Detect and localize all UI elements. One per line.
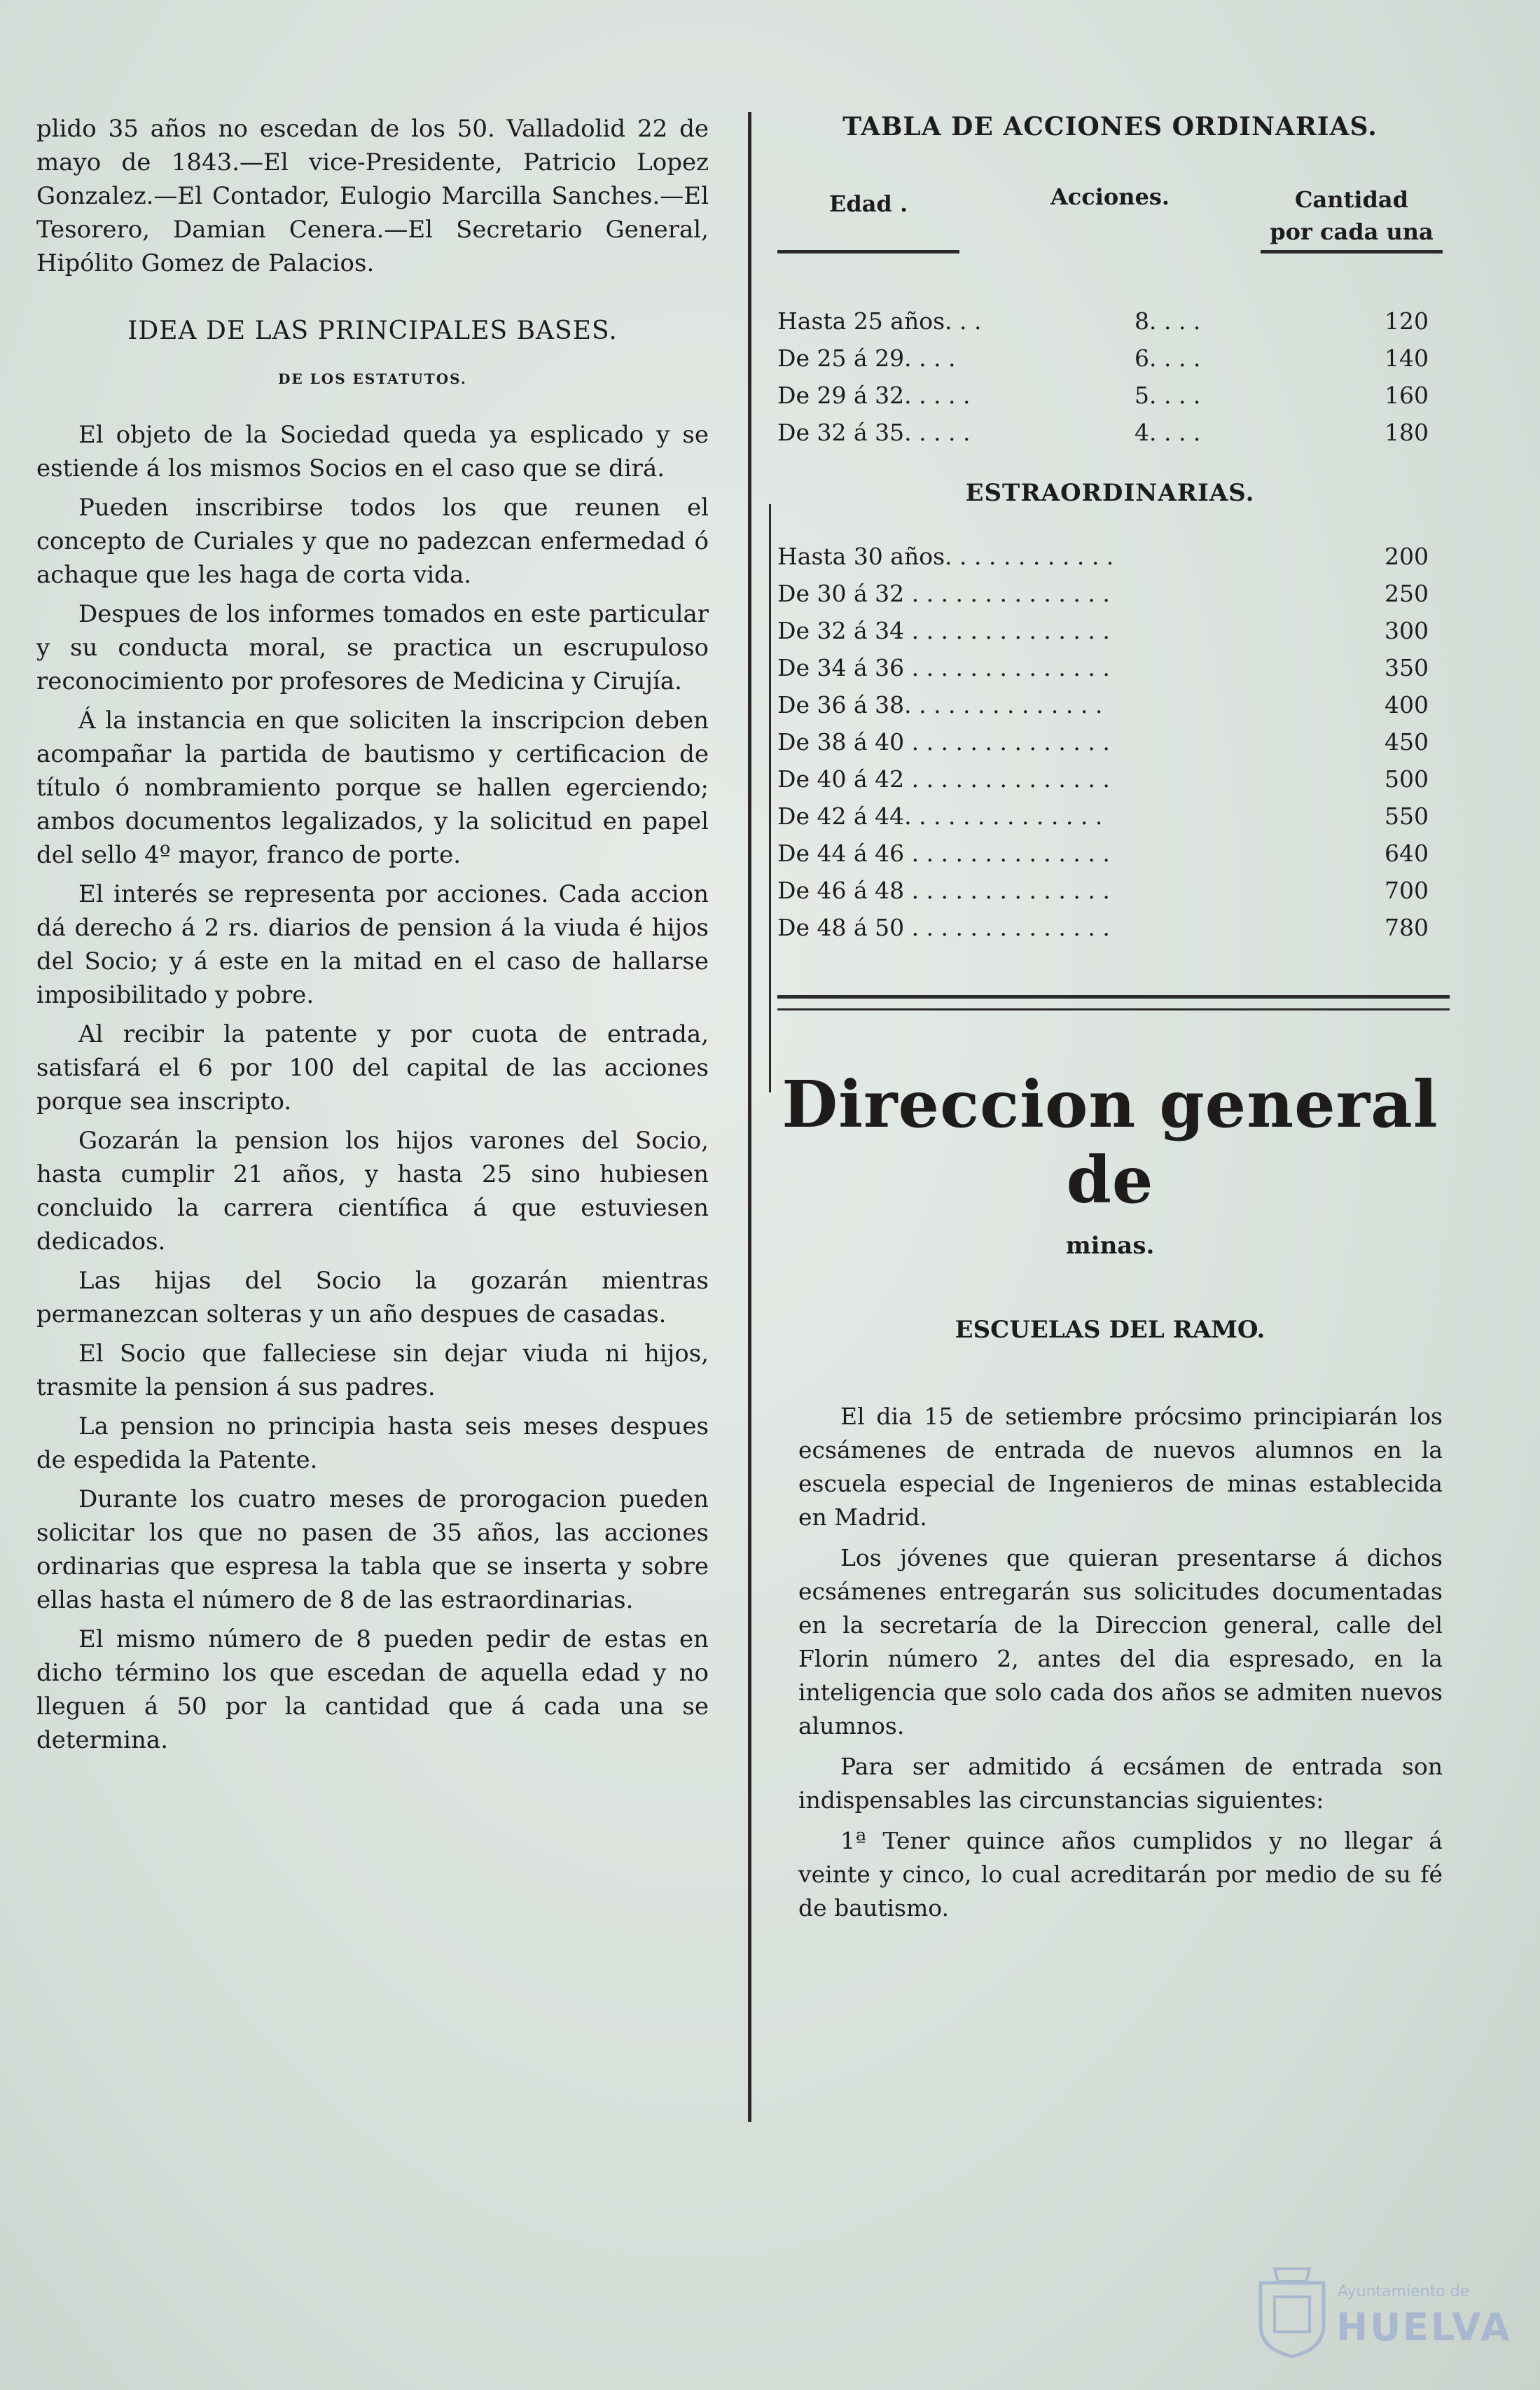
table-divider (769, 504, 771, 1092)
extraordinary-row (777, 872, 1443, 909)
statute-paragraph: El objeto de la Sociedad queda ya esplicado y se estiende á los mismos Socios en el caso que se dirá. (36, 421, 709, 482)
extraordinary-amount: 200 (1385, 543, 1429, 570)
archive-watermark (1254, 2262, 1512, 2367)
statute-paragraph: El Socio que falleciese sin dejar viuda ni hijos, trasmite la pension á sus padres. (36, 1340, 709, 1401)
extraordinary-row (777, 538, 1443, 575)
ordinary-table (777, 303, 1443, 451)
right-column (777, 112, 1443, 1932)
ordinary-age: De 25 á 29. . . . (777, 345, 956, 372)
ordinary-age: Hasta 25 años. . . (777, 307, 982, 335)
ordinary-row (777, 377, 1443, 414)
extraordinary-age: De 40 á 42 . . . . . . . . . . . . . . (777, 765, 1110, 793)
table-header (777, 183, 1443, 260)
left-column (36, 112, 709, 1763)
notice-paragraph: Para ser admitido á ecsámen de entrada son indispensables las circunstancias siguientes: (798, 1753, 1443, 1814)
extraordinary-row (777, 835, 1443, 872)
extraordinary-age: Hasta 30 años. . . . . . . . . . . . (777, 543, 1114, 570)
extraordinary-table (777, 538, 1443, 946)
statute-paragraph: El mismo número de 8 pueden pedir de estas en dicho término los que escedan de aquella edad y no lleguen á 50 por la cantidad que á cada una se determina. (36, 1625, 709, 1754)
header-cantidad (1261, 183, 1443, 253)
extraordinary-age: De 46 á 48 . . . . . . . . . . . . . . (777, 877, 1110, 904)
statute-paragraph: La pension no principia hasta seis meses despues de espedida la Patente. (36, 1412, 709, 1474)
ordinary-age: De 32 á 35. . . . . (777, 419, 971, 446)
extraordinary-amount: 300 (1385, 617, 1429, 644)
direccion-title: Direccion general de (782, 1067, 1438, 1218)
extraordinary-amount: 350 (1385, 654, 1429, 681)
statute-paragraph: Durante los cuatro meses de prorogacion pueden solicitar los que no pasen de 35 años, las acciones ordinarias que espresa la tabla que se inserta y sobre ellas hasta el número de 8 de las estraordinarias. (36, 1485, 709, 1614)
statute-paragraph: Las hijas del Socio la gozarán mientras permanezcan solteras y un año despues de casadas. (36, 1267, 709, 1328)
extraordinary-title: ESTRAORDINARIAS. (965, 479, 1255, 507)
section-heading: IDEA DE LAS PRINCIPALES BASES. (127, 317, 618, 345)
extraordinary-row (777, 760, 1443, 798)
extraordinary-amount: 450 (1385, 728, 1429, 756)
ordinary-amount: 180 (1385, 419, 1429, 446)
extraordinary-row (777, 909, 1443, 946)
ordinary-amount: 160 (1385, 382, 1429, 409)
direccion-subtitle: minas. (1065, 1232, 1155, 1260)
section-subheading: DE LOS ESTATUTOS. (278, 370, 467, 387)
table-title: TABLA DE ACCIONES ORDINARIAS. (842, 112, 1378, 141)
ordinary-acciones: 5. . . . (1135, 382, 1201, 409)
extraordinary-amount: 550 (1385, 803, 1429, 830)
ordinary-acciones: 8. . . . (1135, 307, 1201, 335)
escuelas-heading: ESCUELAS DEL RAMO. (955, 1316, 1265, 1344)
header-cantidad-line2: por cada una (1270, 218, 1434, 245)
extraordinary-row (777, 686, 1443, 723)
column-divider (748, 112, 751, 2122)
header-acciones: Acciones. (1050, 183, 1170, 210)
watermark-line1: Ayuntamiento de (1338, 2283, 1470, 2300)
ordinary-age: De 29 á 32. . . . . (777, 382, 971, 409)
extraordinary-age: De 34 á 36 . . . . . . . . . . . . . . (777, 654, 1110, 681)
extraordinary-age: De 38 á 40 . . . . . . . . . . . . . . (777, 728, 1110, 756)
statute-paragraph: El interés se representa por acciones. Cada accion dá derecho á 2 rs. diarios de pension á la viuda é hijos del Socio; y á este en la mitad en el caso de hallarse imposibilitado y pobre. (36, 880, 709, 1009)
header-edad: Edad . (777, 183, 959, 253)
ordinary-amount: 120 (1385, 307, 1429, 335)
extraordinary-amount: 250 (1385, 580, 1429, 607)
ordinary-acciones: 4. . . . (1135, 419, 1201, 446)
ordinary-amount: 140 (1385, 345, 1429, 372)
extraordinary-amount: 780 (1385, 914, 1429, 941)
statute-paragraph: Á la instancia en que soliciten la inscripcion deben acompañar la partida de bautismo y certificacion de título ó nombramiento porque se hallen egerciendo; ambos documentos legalizados, y la solicitud en papel del sello 4º mayor, franco de porte. (36, 707, 709, 869)
statute-paragraph: Gozarán la pension los hijos varones del Socio, hasta cumplir 21 años, y hasta 25 sino hubiesen concluido la carrera científica á que estuviesen dedicados. (36, 1127, 709, 1256)
extraordinary-age: De 32 á 34 . . . . . . . . . . . . . . (777, 617, 1110, 644)
intro-paragraph: plido 35 años no escedan de los 50. Valladolid 22 de mayo de 1843.—El vice-Presidente, Patricio Lopez Gonzalez.—El Contador, Eulogio Marcilla Sanches.—El Tesorero, Damian Cenera.—El Secretario General, Hipólito Gomez de Palacios. (36, 115, 709, 277)
extraordinary-amount: 700 (1385, 877, 1429, 904)
notice-paragraph: El dia 15 de setiembre prócsimo principiarán los ecsámenes de entrada de nuevos alumnos en la escuela especial de Ingenieros de minas establecida en Madrid. (798, 1403, 1443, 1531)
ordinary-row (777, 340, 1443, 377)
extraordinary-row (777, 575, 1443, 612)
extraordinary-age: De 36 á 38. . . . . . . . . . . . . . (777, 691, 1103, 718)
notice-paragraph: 1ª Tener quince años cumplidos y no llegar á veinte y cinco, lo cual acreditarán por medio de su fé de bautismo. (798, 1827, 1443, 1922)
ordinary-row (777, 303, 1443, 340)
statute-paragraph: Al recibir la patente y por cuota de entrada, satisfará el 6 por 100 del capital de las acciones porque sea inscripto. (36, 1020, 709, 1116)
extraordinary-amount: 400 (1385, 691, 1429, 718)
crest-icon (1254, 2262, 1331, 2360)
statute-paragraph: Despues de los informes tomados en este particular y su conducta moral, se practica un escrupuloso reconocimiento por profesores de Medicina y Cirujía. (36, 600, 709, 695)
extraordinary-age: De 48 á 50 . . . . . . . . . . . . . . (777, 914, 1110, 941)
header-cantidad-line1: Cantidad (1295, 186, 1408, 213)
section-rule (777, 995, 1450, 1010)
ordinary-row (777, 414, 1443, 451)
extraordinary-amount: 500 (1385, 765, 1429, 793)
extraordinary-age: De 30 á 32 . . . . . . . . . . . . . . (777, 580, 1110, 607)
extraordinary-row (777, 798, 1443, 835)
extraordinary-amount: 640 (1385, 840, 1429, 867)
notice-paragraph: Los jóvenes que quieran presentarse á dichos ecsámenes entregarán sus solicitudes documentadas en la secretaría de la Direccion general, calle del Florin número 2, antes del dia espresado, en la inteligencia que solo cada dos años se admiten nuevos alumnos. (798, 1544, 1443, 1739)
ordinary-acciones: 6. . . . (1135, 345, 1201, 372)
extraordinary-row (777, 649, 1443, 686)
extraordinary-row (777, 612, 1443, 649)
extraordinary-age: De 44 á 46 . . . . . . . . . . . . . . (777, 840, 1110, 867)
statute-paragraph: Pueden inscribirse todos los que reunen el concepto de Curiales y que no padezcan enfermedad ó achaque que les haga de corta vida. (36, 494, 709, 589)
extraordinary-age: De 42 á 44. . . . . . . . . . . . . . (777, 803, 1103, 830)
watermark-line2: HUELVA (1336, 2305, 1512, 2349)
extraordinary-row (777, 723, 1443, 760)
